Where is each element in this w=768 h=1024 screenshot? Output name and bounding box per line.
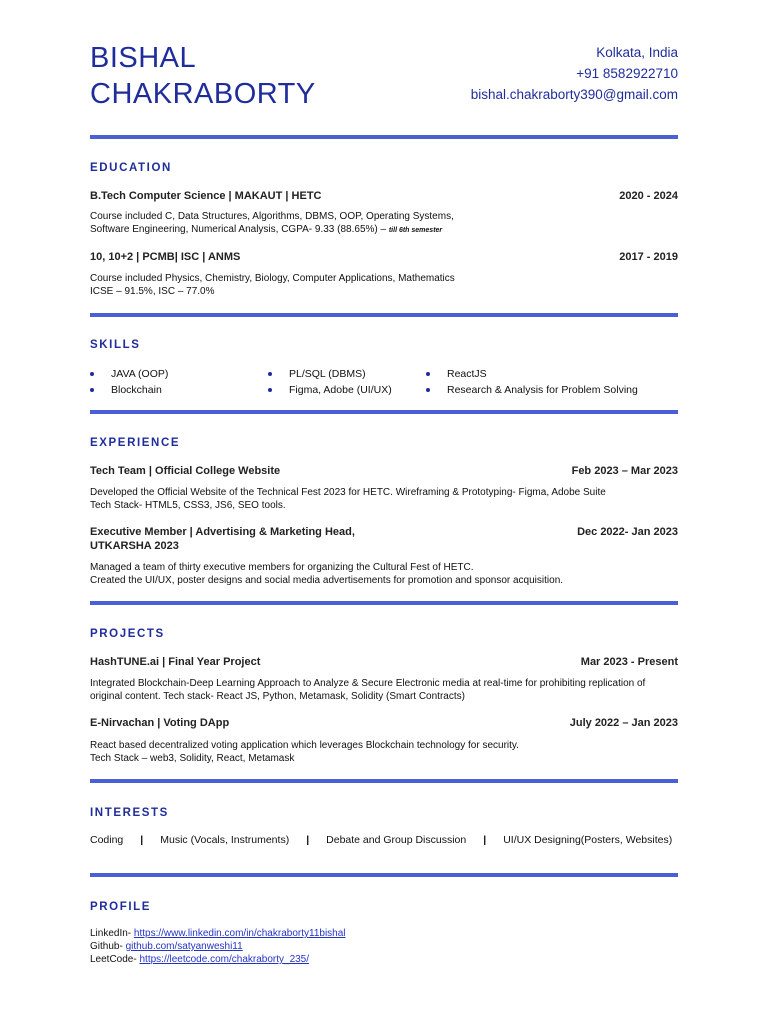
interest-item: Coding [90, 834, 124, 846]
interest-separator: | [483, 834, 487, 846]
divider [90, 313, 678, 317]
description-line: Tech Stack – web3, Solidity, React, Metamask [90, 753, 295, 764]
experience-date: Dec 2022- Jan 2023 [577, 526, 678, 538]
education-date: 2017 - 2019 [619, 251, 678, 263]
description-line [90, 223, 678, 237]
description-text: Software Engineering, Numerical Analysis, CGPA- 9.33 (88.65%) – [90, 224, 389, 235]
skills-column [426, 366, 638, 398]
leetcode-label: LeetCode- [90, 954, 140, 965]
profile-links [90, 927, 346, 966]
project-description [90, 739, 678, 765]
leetcode-link[interactable]: https://leetcode.com/chakraborty_235/ [139, 954, 310, 965]
interest-separator: | [140, 834, 144, 846]
linkedin-label: LinkedIn- [90, 928, 134, 939]
description-line: Developed the Official Website of the Technical Fest 2023 for HETC. Wireframing & Prototyping- Figma, Adobe Suite [90, 487, 606, 498]
description-line: Tech Stack- HTML5, CSS3, JS6, SEO tools. [90, 500, 286, 511]
bullet-icon [426, 388, 430, 392]
skills-title: SKILLS [90, 339, 141, 351]
contact-info [471, 42, 678, 105]
education-description [90, 272, 678, 298]
skill-item [426, 382, 638, 398]
education-entry-heading [90, 189, 678, 203]
bullet-icon [90, 372, 94, 376]
github-link[interactable]: github.com/satyanweshi11 [125, 941, 243, 952]
description-line: Course included Physics, Chemistry, Biology, Computer Applications, Mathematics [90, 273, 455, 284]
experience-title: EXPERIENCE [90, 437, 181, 449]
experience-date: Feb 2023 – Mar 2023 [571, 465, 678, 477]
education-description [90, 210, 678, 237]
skill-label: Figma, Adobe (UI/UX) [289, 384, 392, 396]
divider [90, 779, 678, 783]
divider [90, 873, 678, 877]
skill-item [268, 382, 392, 398]
profile-title: PROFILE [90, 901, 152, 913]
linkedin-row [90, 927, 346, 940]
skill-item [426, 366, 638, 382]
divider [90, 601, 678, 605]
interest-item: Debate and Group Discussion [326, 834, 467, 846]
interests-list [90, 833, 672, 847]
interests-title: INTERESTS [90, 807, 169, 819]
skill-label: Research & Analysis for Problem Solving [447, 384, 638, 396]
description-line: original content. Tech stack- React JS, Python, Metamask, Solidity (Smart Contracts) [90, 691, 465, 702]
project-description [90, 677, 678, 703]
project-date: Mar 2023 - Present [580, 656, 678, 668]
education-degree: 10, 10+2 | PCMB| ISC | ANMS [90, 251, 241, 263]
email: bishal.chakraborty390@gmail.com [470, 87, 678, 102]
education-title: EDUCATION [90, 162, 172, 174]
project-name: HashTUNE.ai | Final Year Project [90, 656, 261, 668]
divider [90, 410, 678, 414]
experience-description [90, 486, 678, 512]
project-entry-heading [90, 716, 678, 730]
phone: +91 8582922710 [576, 66, 678, 81]
github-label: Github- [90, 941, 126, 952]
experience-entry-heading [90, 525, 678, 553]
skill-item [90, 382, 168, 398]
bullet-icon [268, 372, 272, 376]
skills-column [90, 366, 168, 398]
experience-role: Tech Team | Official College Website [90, 465, 281, 477]
resume-page [90, 0, 678, 1024]
leetcode-row [90, 953, 346, 966]
projects-title: PROJECTS [90, 628, 165, 640]
project-entry-heading [90, 655, 678, 669]
experience-description [90, 561, 678, 587]
description-line: Course included C, Data Structures, Algorithms, DBMS, OOP, Operating Systems, [90, 211, 454, 222]
skill-item [268, 366, 392, 382]
location: Kolkata, India [596, 45, 678, 60]
education-entry-heading [90, 250, 678, 264]
role-line: Executive Member | Advertising & Marketing Head, [90, 526, 355, 538]
skill-label: PL/SQL (DBMS) [289, 368, 366, 380]
skill-label: Blockchain [111, 384, 162, 396]
interest-item: UI/UX Designing(Posters, Websites) [503, 834, 673, 846]
last-name: CHAKRABORTY [90, 78, 316, 110]
skill-label: JAVA (OOP) [111, 368, 169, 380]
skill-item [90, 366, 168, 382]
semester-note: till 6th semester [388, 227, 443, 234]
description-line: ICSE – 91.5%, ISC – 77.0% [90, 286, 215, 297]
github-row [90, 940, 346, 953]
education-date: 2020 - 2024 [619, 190, 678, 202]
candidate-name [90, 40, 316, 112]
description-line: React based decentralized voting application which leverages Blockchain technology for security. [90, 740, 519, 751]
description-line: Integrated Blockchain-Deep Learning Approach to Analyze & Secure Electronic media at real-time for prohibiting replication of [90, 678, 646, 689]
education-degree: B.Tech Computer Science | MAKAUT | HETC [90, 190, 322, 202]
bullet-icon [426, 372, 430, 376]
skill-label: ReactJS [447, 368, 487, 380]
experience-entry-heading [90, 464, 678, 478]
bullet-icon [90, 388, 94, 392]
description-line: Created the UI/UX, poster designs and social media advertisements for promotion and sponsor acquisition. [90, 575, 564, 586]
project-date: July 2022 – Jan 2023 [569, 717, 678, 729]
interest-separator: | [306, 834, 310, 846]
description-line: Managed a team of thirty executive members for organizing the Cultural Fest of HETC. [90, 562, 474, 573]
divider [90, 135, 678, 139]
bullet-icon [268, 388, 272, 392]
first-name: BISHAL [90, 42, 197, 74]
linkedin-link[interactable]: https://www.linkedin.com/in/chakraborty11bishal [133, 928, 346, 939]
project-name: E-Nirvachan | Voting DApp [90, 717, 230, 729]
experience-role [90, 525, 355, 553]
role-line: UTKARSHA 2023 [90, 540, 179, 552]
skills-column [268, 366, 392, 398]
interest-item: Music (Vocals, Instruments) [160, 834, 290, 846]
